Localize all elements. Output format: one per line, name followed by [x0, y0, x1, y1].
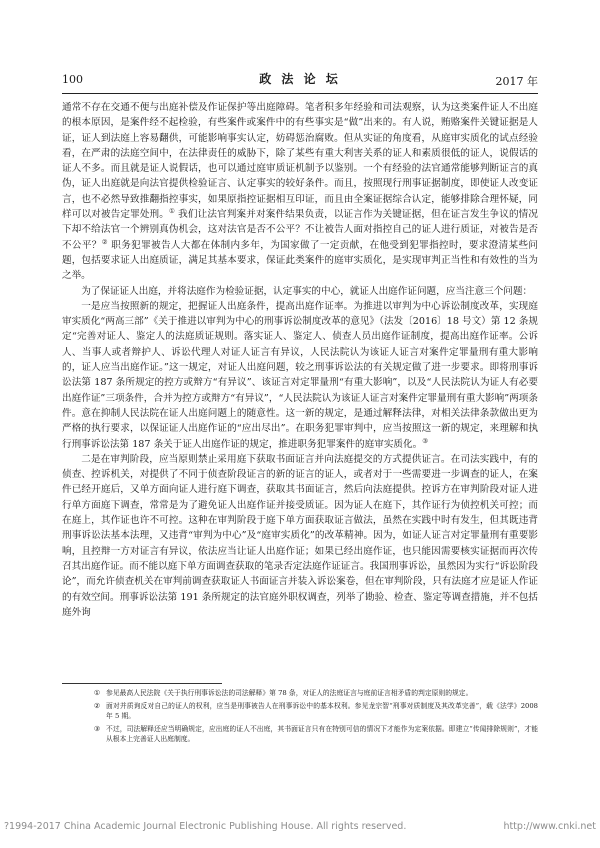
header-rule [62, 93, 538, 94]
footnote-3 [62, 724, 538, 745]
article-body [62, 100, 538, 680]
page-number: 100 [62, 73, 83, 86]
paragraph-2: 为了保证证人出庭，并将法庭作为检验证据，认定事实的中心，就证人出庭作证问题，应当注意三个问题： [81, 285, 533, 297]
paragraph-3-text: 一是应当按照新的规定，把握证人出庭条件，提高出庭作证率。为推进以审判为中心诉讼制度改革，实现庭审实质化“两高三部”《关于推进以审判为中心的刑事诉讼制度改革的意见》（法发〔2016〕18 号文）第 12 条规定“完善对证人、鉴定人的法庭质证规则。落实证人、鉴定人、侦查人员出庭作证制度，提高出庭作证率。公诉人、当事人或者辩护人、诉讼代理人对证人证言有异议，人民法院认为该证人证言对案件定罪量刑有重大影响的，证人应当出庭作证。”这一规定，对证人出庭问题，较之刑事诉讼法的有关规定做了进一步要求。即将刑事诉讼法第 187 条所规定的控方或辩方“有异议”、该证言对定罪量刑“有重大影响”，以及“人民法院认为证人有必要出庭作证”三项条件，合并为控方或辩方“有异议”，“人民法院认为该证人证言对案件定罪量刑有重大影响”两项条件。意在抑制人民法院在证人出庭问题上的随意性。这一新的规定，是通过解释法律，对相关法律条款做出更为严格的执行要求，以保证证人出庭作证的“应出尽出”。在职务犯罪审判中，应当按照这一新的规定，来理解和执行刑事诉讼法第 187 条关于证人出庭作证的规定，推进职务犯罪案件的庭审实质化。 [62, 300, 538, 450]
journal-title: 政 法 论 坛 [259, 72, 341, 86]
footnote-1 [62, 688, 538, 699]
footnote-text: 面对并质询反对自己的证人的权利，应当是刑事被告人在刑事诉讼中的基本权利。参见龙宗智“刑事对质制度及其改革完善”，载《法学》2008 年 5 期。 [106, 701, 538, 721]
footnote-ref-1[interactable]: ① [169, 206, 175, 215]
paragraph-3 [62, 299, 538, 452]
footnote-rule [62, 683, 222, 684]
footnote-ref-3[interactable]: ③ [422, 436, 429, 445]
publication-year: 2017 年 [495, 75, 538, 88]
copyright-notice: ?1994-2017 China Academic Journal Electronic Publishing House. All rights reserved. [4, 821, 407, 832]
footnotes [62, 688, 538, 747]
paragraph-1 [62, 100, 538, 284]
footnote-text: 不过，司法解释还应当明确规定，应出庭的证人不出庭，其书面证言只有在特别可信的情况下才能作为定案依据。即建立“传闻排除规则”，才能从根本上完善证人出庭制度。 [106, 724, 538, 744]
footnote-marker: ② [93, 701, 100, 710]
footnote-marker: ① [93, 689, 100, 697]
paragraph-1-text-a: 通常不存在交通不便与出庭补偿及作证保护等出庭障碍。笔者积多年经验和司法观察，认为这类案件证人不出庭的根本原因，是案件经不起检验，有些案件或案件中的有些事实是“做”出来的。有人说，贿赂案件关键证据是人证，证人到法庭上容易翻供，可能影响事实认定，妨碍惩治腐败。但从实证的角度看，从庭审实质化的试点经验看，在严肃的法庭空间中，在法律责任的威胁下，除了某些有重大利害关系的证人和素质很低的证人，说假话的证人不多。而且就是证人说假话，也可以通过庭审质证机制予以鉴别。一个有经验的法官通常能够判断证言的真伪，证人出庭就是向法官提供检验证言、认定事实的较好条件。而且，按照现行刑事证据制度，即使证人改变证言，也不必然导致推翻指控事实，如果原指控证据相互印证，而且由全案证据综合认定，能够排除合理怀疑，同样可以对被告定罪处刑。 [62, 102, 538, 221]
footnote-2 [62, 701, 538, 722]
paragraph-4: 二是在审判阶段，应当原则禁止采用庭下获取书面证言并向法庭提交的方式提供证言。在司法实践中，有的侦查、控诉机关，对提供了不同于侦查阶段证言的新的证言的证人，或者对于一些需要进一步调查的证人，在案件已经开庭后，又单方面向证人进行庭下调查，获取其书面证言，然后向法庭提供。控诉方在审判阶段对证人进行单方面庭下调查，常常是为了避免证人出庭作证并接受质证。因为证人在庭下，其作证行为侦控机关可控；而在庭上，其作证也许不可控。这种在审判阶段于庭下单方面获取证言做法，虽然在实践中时有发生，但其既违背刑事诉讼法基本法理，又违背“审判为中心”及“庭审实质化”的改革精神。因为，如证人证言对定罪量刑有重要影响，且控辩一方对证言有异议，依法应当让证人出庭作证；如果已经出庭作证，也只能因需要核实证据而再次传召其出庭作证。而不能以庭下单方面调查获取的笔录否定法庭作证证言。我国刑事诉讼，虽然因为实行“诉讼阶段论”，而允许侦查机关在审判前调查获取证人书面证言并装入诉讼案卷，但在审判阶段，只有法庭才应是证人作证的有效空间。刑事诉讼法第 191 条所规定的法官庭外职权调查，列举了勘验、检查、鉴定等调查措施，并不包括庭外询 [62, 453, 538, 618]
footnote-marker: ③ [93, 724, 100, 733]
footnote-ref-2[interactable]: ② [101, 237, 108, 246]
footnote-text: 参见最高人民法院《关于执行刑事诉讼法的司法解释》第 78 条，对证人的法庭证言与庭前证言相矛盾的判定原则的规定。 [106, 689, 473, 697]
paragraph-1-text-b: 我们让法官判案并对案件结果负责，以证言作为关键证据，但在证言发生争议的情况下却不给法官一个辨别真伪机会，这对法官是否不公平？不让被告人面对指控自己的证人进行质证，对被告是否不公平？ [62, 209, 538, 251]
paragraph-1-text-c: 职务犯罪被告人大都在体制内多年，为国家做了一定贡献，在他受到犯罪指控时，要求澄清某些问题，包括要求证人出庭质证，满足其基本要求，保证此类案件的庭审实质化，是实现审判正当性和有效性的当为之举。 [62, 239, 538, 282]
cnki-link[interactable]: http://www.cnki.net [503, 821, 596, 832]
running-header [62, 70, 538, 90]
